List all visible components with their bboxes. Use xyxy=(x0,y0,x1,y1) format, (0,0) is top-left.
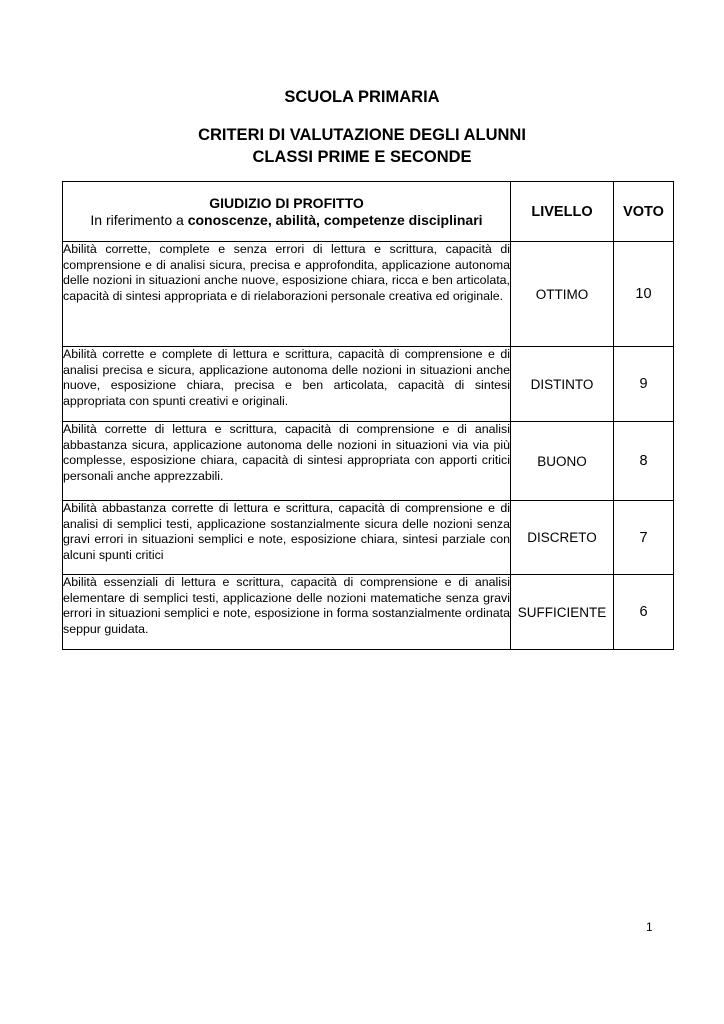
school-heading: SCUOLA PRIMARIA xyxy=(284,88,440,106)
page-number: 1 xyxy=(646,920,653,934)
table-row xyxy=(63,575,674,650)
table-row xyxy=(63,242,674,347)
row-grade: 7 xyxy=(614,501,674,575)
row-grade: 6 xyxy=(614,575,674,650)
table-row xyxy=(63,422,674,501)
header-grade-cell: VOTO xyxy=(614,182,674,242)
row-description: Abilità corrette e complete di lettura e scrittura, capacità di comprensione e di analisi precisa e sicura, applicazione autonoma delle nozioni in situazioni anche nuove, esposizione chiara, precisa e ben articolata, capacità di sintesi appropriata con spunti creativi e originali. xyxy=(63,347,511,422)
row-level: DISTINTO xyxy=(511,347,614,422)
table-row xyxy=(63,347,674,422)
row-level: DISCRETO xyxy=(511,501,614,575)
row-level: BUONO xyxy=(511,422,614,501)
header-subtitle-prefix: In riferimento a xyxy=(90,211,188,228)
evaluation-criteria-table xyxy=(62,181,674,650)
row-grade: 9 xyxy=(614,347,674,422)
header-subtitle-bold: conoscenze, abilità, competenze disciplinari xyxy=(187,211,483,228)
row-level: SUFFICIENTE xyxy=(511,575,614,650)
row-level: OTTIMO xyxy=(511,242,614,347)
row-grade: 8 xyxy=(614,422,674,501)
table-header-row xyxy=(63,182,674,242)
row-description: Abilità corrette, complete e senza errori di lettura e scrittura, capacità di comprensione e di analisi sicura, precisa e approfondita, applicazione autonoma delle nozioni in situazioni anche nuove, esposizione chiara, ricca e ben articolata, capacità di sintesi appropriata e di rielaborazioni personale creativa ed originale. xyxy=(63,242,511,347)
header-judgement-subtitle xyxy=(63,212,510,229)
row-grade: 10 xyxy=(614,242,674,347)
document-title-line2: CLASSI PRIME E SECONDE xyxy=(252,148,472,166)
row-description: Abilità abbastanza corrette di lettura e scrittura, capacità di comprensione e di analisi di semplici testi, applicazione sostanzialmente sicura delle nozioni senza gravi errori in situazioni semplici e note, esposizione chiara, sintesi parziale con alcuni spunti critici xyxy=(63,501,511,575)
header-level-cell: LIVELLO xyxy=(511,182,614,242)
document-title-line1: CRITERI DI VALUTAZIONE DEGLI ALUNNI xyxy=(198,126,526,144)
row-description: Abilità corrette di lettura e scrittura, capacità di comprensione e di analisi abbastanza sicura, applicazione autonoma delle nozioni in situazioni via via più complesse, esposizione chiara, capacità di sintesi appropriata con apporti critici personali anche apprezzabili. xyxy=(63,422,511,501)
header-judgement-title: GIUDIZIO DI PROFITTO xyxy=(209,194,364,211)
row-description: Abilità essenziali di lettura e scrittura, capacità di comprensione e di analisi elementare di semplici testi, applicazione delle nozioni matematiche senza gravi errori in situazioni semplici e note, esposizione in forma sostanzialmente ordinata seppur guidata. xyxy=(63,575,511,650)
table-row xyxy=(63,501,674,575)
header-judgement-cell xyxy=(63,182,511,242)
